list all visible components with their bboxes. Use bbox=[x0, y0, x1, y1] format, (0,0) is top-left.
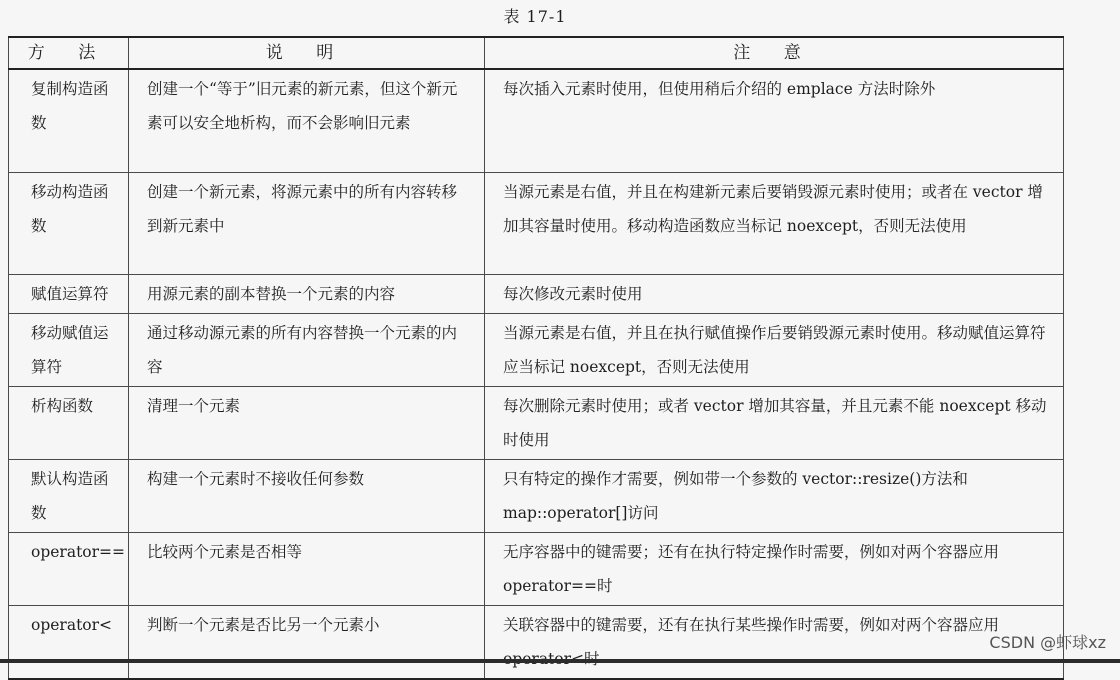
header-description: 说 明 bbox=[129, 37, 485, 69]
cell-description: 创建一个“等于”旧元素的新元素，但这个新元素可以安全地析构，而不会影响旧元素 bbox=[129, 69, 485, 172]
requirements-table bbox=[8, 36, 1064, 680]
header-method: 方 法 bbox=[9, 37, 129, 69]
cell-note: 无序容器中的键需要；还有在执行特定操作时需要，例如对两个容器应用 operator==时 bbox=[485, 532, 1064, 605]
cell-note: 只有特定的操作才需要，例如带一个参数的 vector::resize()方法和 map::operator[]访问 bbox=[485, 459, 1064, 532]
table-row bbox=[9, 532, 1064, 605]
cell-method: operator< bbox=[9, 605, 129, 679]
cell-description: 用源元素的副本替换一个元素的内容 bbox=[129, 274, 485, 313]
bottom-divider bbox=[0, 659, 1120, 663]
cell-method: 赋值运算符 bbox=[9, 274, 129, 313]
cell-note: 关联容器中的键需要，还有在执行某些操作时需要，例如对两个容器应用 bbox=[485, 605, 1064, 679]
table-row bbox=[9, 459, 1064, 532]
table-header-row bbox=[9, 37, 1064, 69]
table-caption: 表 17-1 bbox=[503, 7, 567, 26]
cell-description: 判断一个元素是否比另一个元素小 bbox=[129, 605, 485, 679]
table-row bbox=[9, 172, 1064, 274]
cell-note: 当源元素是右值，并且在执行赋值操作后要销毁源元素时使用。移动赋值运算符应当标记 noexcept，否则无法使用 bbox=[485, 313, 1064, 386]
cell-method: 移动赋值运算符 bbox=[9, 313, 129, 386]
cell-note: 当源元素是右值，并且在构建新元素后要销毁源元素时使用；或者在 vector 增加其容量时使用。移动构造函数应当标记 noexcept，否则无法使用 bbox=[485, 172, 1064, 274]
cell-method: 默认构造函数 bbox=[9, 459, 129, 532]
cell-method: 析构函数 bbox=[9, 386, 129, 459]
cell-description: 清理一个元素 bbox=[129, 386, 485, 459]
cell-description: 创建一个新元素，将源元素中的所有内容转移到新元素中 bbox=[129, 172, 485, 274]
table-row bbox=[9, 274, 1064, 313]
cell-note: 每次插入元素时使用，但使用稍后介绍的 emplace 方法时除外 bbox=[485, 69, 1064, 172]
csdn-watermark: CSDN @虾球xz bbox=[989, 633, 1106, 652]
header-note: 注 意 bbox=[485, 37, 1064, 69]
cell-method: 移动构造函数 bbox=[9, 172, 129, 274]
table-row bbox=[9, 605, 1064, 679]
cell-note: 每次修改元素时使用 bbox=[485, 274, 1064, 313]
cell-description: 通过移动源元素的所有内容替换一个元素的内容 bbox=[129, 313, 485, 386]
cell-method: 复制构造函数 bbox=[9, 69, 129, 172]
cell-note: 每次删除元素时使用；或者 vector 增加其容量，并且元素不能 noexcept 移动时使用 bbox=[485, 386, 1064, 459]
table-row bbox=[9, 313, 1064, 386]
cell-method: operator== bbox=[9, 532, 129, 605]
table-row bbox=[9, 69, 1064, 172]
table-row bbox=[9, 386, 1064, 459]
cell-description: 构建一个元素时不接收任何参数 bbox=[129, 459, 485, 532]
cell-description: 比较两个元素是否相等 bbox=[129, 532, 485, 605]
